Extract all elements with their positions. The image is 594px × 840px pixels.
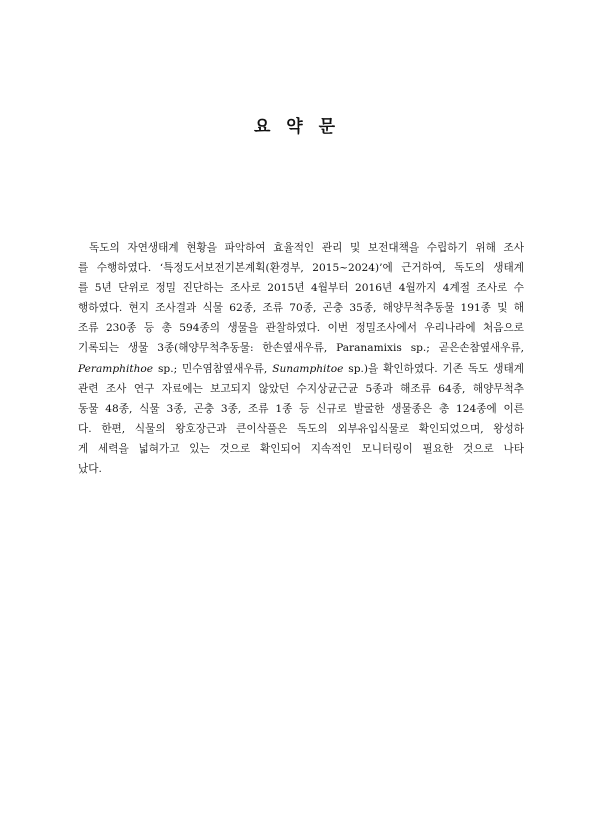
abstract-line: 기록되는 생물 3종(해양무척추동물: 한손옆새우류, Paranamixis sp.; 곧은손참옆새우류,: [78, 342, 524, 355]
abstract-line: 를 수행하였다. ‘특정도서보전기본계획(환경부, 2015~2024)’에 근거하여, 독도의 생태계: [78, 262, 524, 275]
page-title: 요 약 문: [253, 117, 341, 137]
abstract-line: 게 세력을 넓혀가고 있는 것으로 확인되어 지속적인 모니터링이 필요한 것으로 나타: [78, 442, 524, 455]
abstract-line: 독도의 자연생태계 현황을 파악하여 효율적인 관리 및 보전대책을 수립하기 위해 조사: [89, 242, 524, 254]
abstract-line: 조류 230종 등 총 594종의 생물을 관찰하였다. 이번 정밀조사에서 우리나라에 처음으로: [78, 322, 524, 335]
abstract-line: 동물 48종, 식물 3종, 곤충 3종, 조류 1종 등 신규로 발굴한 생물종은 총 124종에 이른: [78, 402, 524, 415]
species-name-peramphithoe: Peramphithoe: [78, 362, 154, 375]
abstract-line: 를 5년 단위로 정밀 진단하는 조사로 2015년 4월부터 2016년 4월까지 4계절 조사로 수: [78, 282, 524, 295]
abstract-line: 다. 한편, 식물의 왕호장근과 큰이삭풀은 독도의 외부유입식물로 확인되었으며, 왕성하: [78, 422, 524, 435]
species-text: sp.; 민수염참옆새우류,: [153, 362, 273, 375]
species-name-sunamphitoe: Sunamphitoe: [272, 362, 344, 375]
abstract-line: 행하였다. 현지 조사결과 식물 62종, 조류 70종, 곤충 35종, 해양무척추동물 191종 및 해: [78, 302, 524, 315]
abstract-line-species: [78, 359, 524, 379]
abstract-line: 났다.: [78, 463, 102, 476]
abstract-paragraph: [78, 238, 524, 479]
abstract-line: 관련 조사 연구 자료에는 보고되지 않았던 수지상균근균 5종과 해조류 64종, 해양무척추: [78, 382, 524, 395]
species-text: sp.)을 확인하였다. 기존 독도 생태계: [343, 362, 524, 375]
